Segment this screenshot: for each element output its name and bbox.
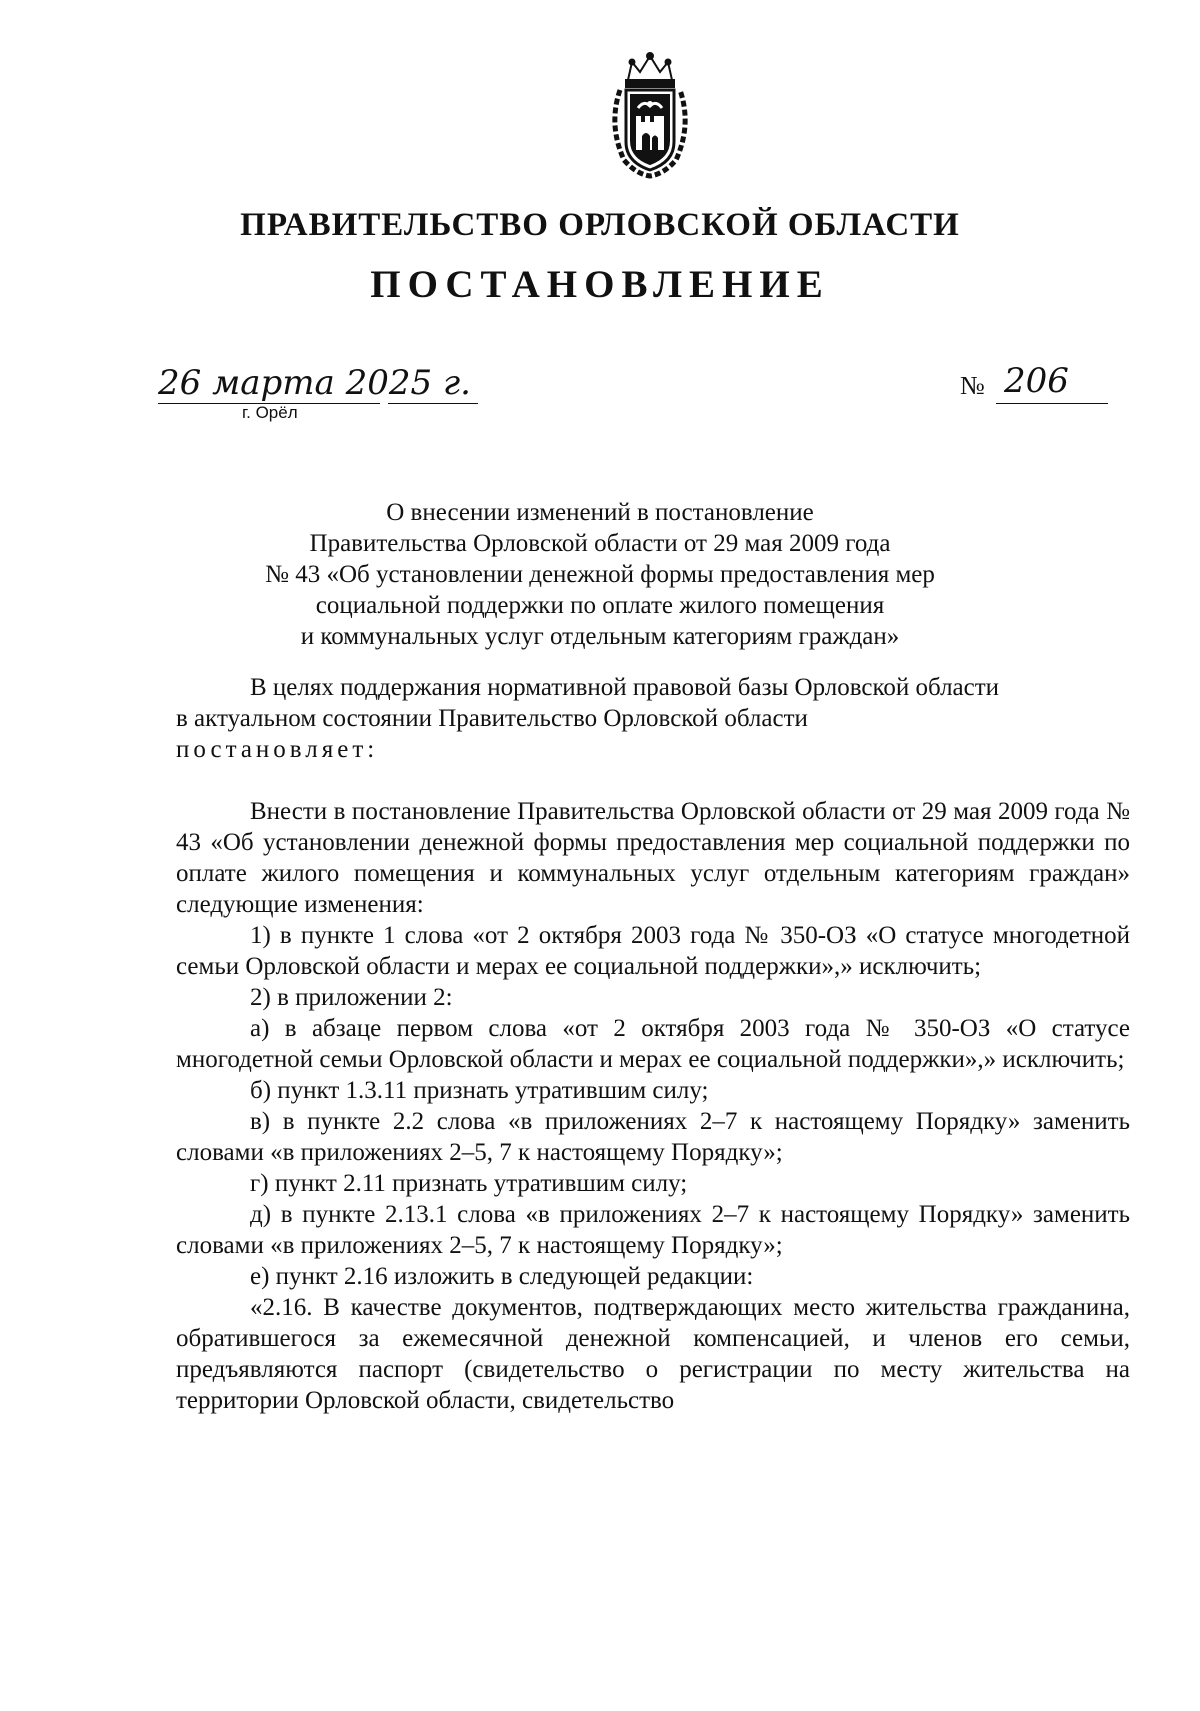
- preamble-decree-word: постановляет:: [176, 736, 379, 763]
- title-line: социальной поддержки по оплате жилого помещения: [315, 592, 885, 619]
- date-underline-year: [388, 403, 478, 404]
- handwritten-number: 206: [1004, 361, 1069, 401]
- item-2e: е) пункт 2.16 изложить в следующей редакции:: [250, 1263, 754, 1290]
- number-underline: [996, 403, 1108, 404]
- item-2d: д) в пункте 2.13.1 слова «в приложениях 2–7 к настоящему Порядку» заменить словами «в приложениях 2–5, 7 к настоящему Порядку»;: [176, 1201, 1130, 1259]
- document-type: ПОСТАНОВЛЕНИЕ: [370, 263, 830, 306]
- item-2g: г) пункт 2.11 признать утратившим силу;: [250, 1170, 688, 1197]
- preamble-line: В целях поддержания нормативной правовой базы Орловской области: [250, 674, 1000, 701]
- item-2v: в) в пункте 2.2 слова «в приложениях 2–7 к настоящему Порядку» заменить словами «в приложениях 2–5, 7 к настоящему Порядку»;: [176, 1108, 1130, 1166]
- title-line: Правительства Орловской области от 29 мая 2009 года: [309, 530, 891, 557]
- coat-of-arms-icon: [598, 50, 702, 180]
- number-label: №: [960, 371, 985, 400]
- title-line: № 43 «Об установлении денежной формы предоставления мер: [265, 561, 935, 588]
- title-line: О внесении изменений в постановление: [386, 499, 814, 526]
- item-2: 2) в приложении 2:: [250, 984, 453, 1011]
- preamble-line: в актуальном состоянии Правительство Орловской области: [176, 705, 808, 732]
- quoted-paragraph: «2.16. В качестве документов, подтверждающих место жительства гражданина, обратившегося за ежемесячной денежной компенсацией, и членов его семьи, предъявляются паспорт (свидетельство о регистрации по месту жительства на территории Орловской области, свидетельство: [176, 1294, 1130, 1414]
- body-intro: Внести в постановление Правительства Орловской области от 29 мая 2009 года № 43 «Об установлении денежной формы предоставления мер социальной поддержки по оплате жилого помещения и коммунальных услуг отдельным категориям граждан» следующие изменения:: [176, 798, 1130, 918]
- document-body: [176, 796, 1130, 1416]
- item-2a: а) в абзаце первом слова «от 2 октября 2003 года № 350-ОЗ «О статусе многодетной семьи Орловской области и мерах ее социальной поддержки»,» исключить;: [176, 1015, 1130, 1073]
- city-label: г. Орёл: [242, 403, 298, 422]
- organization-name: ПРАВИТЕЛЬСТВО ОРЛОВСКОЙ ОБЛАСТИ: [240, 207, 960, 243]
- title-line: и коммунальных услуг отдельным категориям граждан»: [300, 623, 900, 650]
- item-1: 1) в пункте 1 слова «от 2 октября 2003 года № 350-ОЗ «О статусе многодетной семьи Орловской области и мерах ее социальной поддержки»,» исключить;: [176, 922, 1130, 980]
- preamble: [176, 672, 1130, 765]
- document-title: [150, 497, 1050, 652]
- handwritten-date: 26 марта 2025 г.: [158, 363, 471, 403]
- item-2b: б) пункт 1.3.11 признать утратившим силу;: [250, 1077, 709, 1104]
